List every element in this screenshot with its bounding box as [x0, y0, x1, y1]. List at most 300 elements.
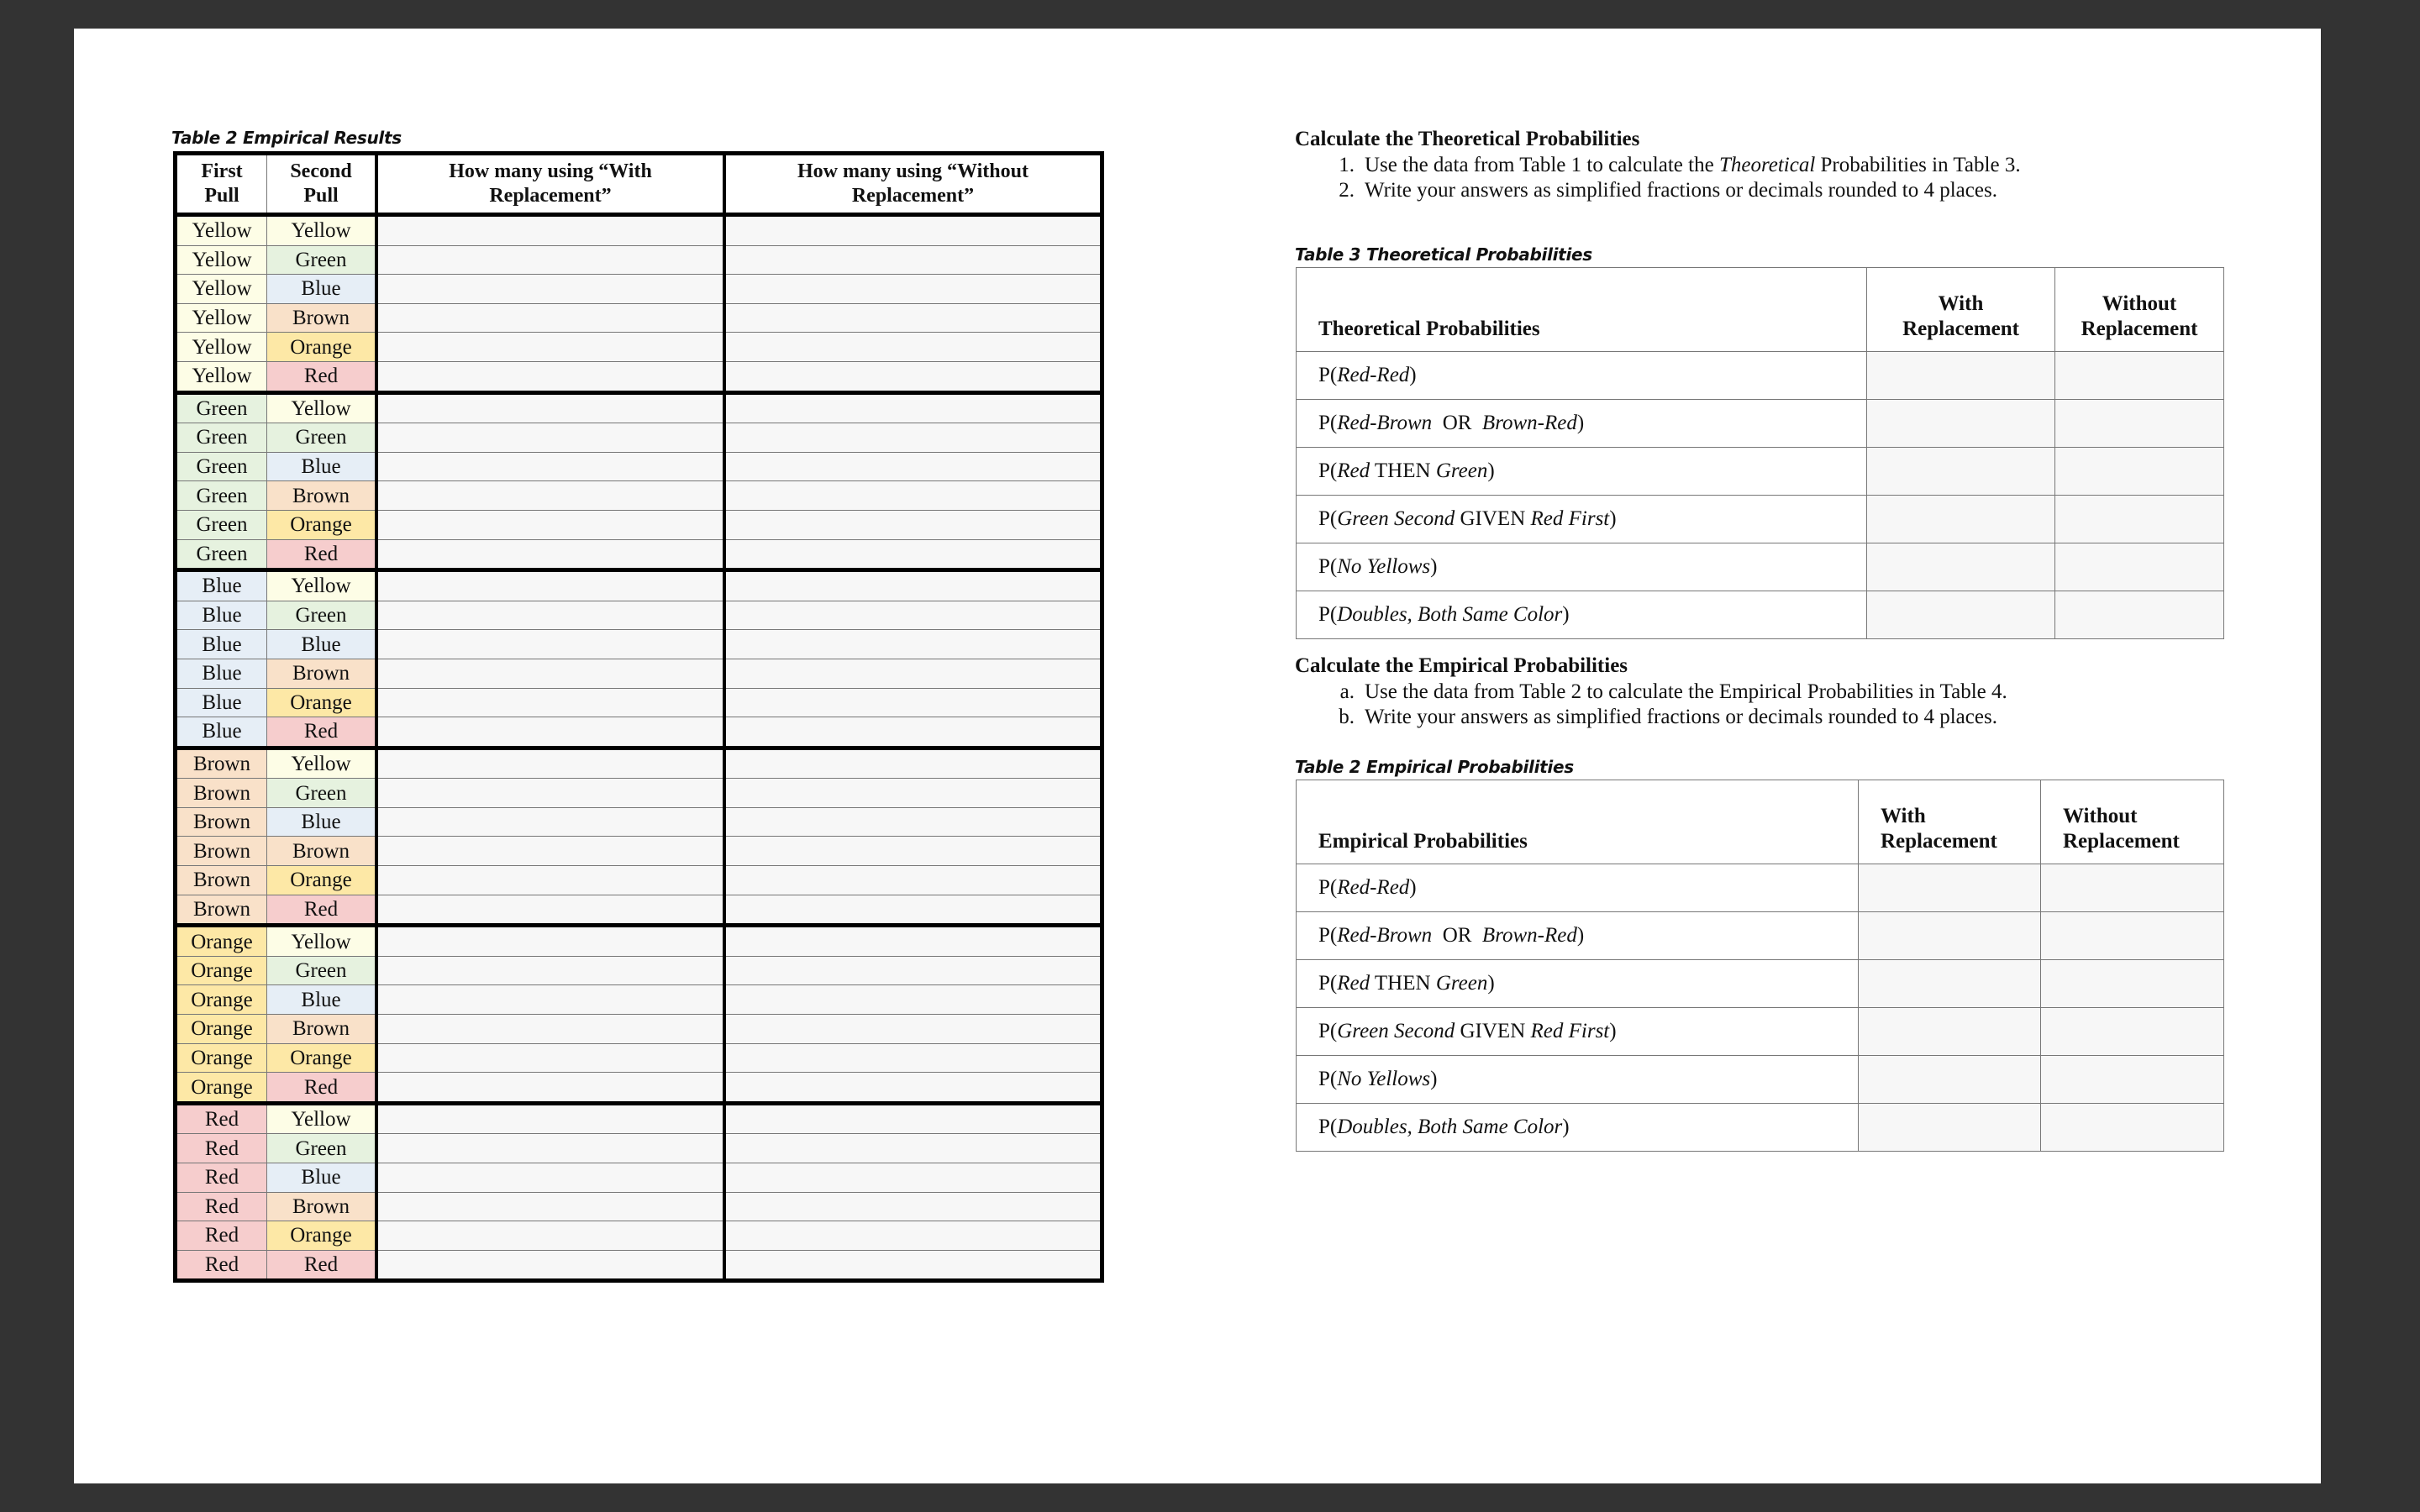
- without-replacement-answer-cell[interactable]: [724, 481, 1102, 511]
- table-row: [1297, 543, 2224, 591]
- without-replacement-answer-cell[interactable]: [2041, 960, 2224, 1008]
- probability-text: P(: [1318, 364, 1338, 386]
- second-pull-cell: Yellow: [267, 392, 377, 423]
- table-header-row: [1297, 780, 2224, 864]
- with-replacement-answer-cell[interactable]: [376, 659, 724, 688]
- probability-label: [1297, 864, 1859, 912]
- without-replacement-answer-cell[interactable]: [2055, 448, 2224, 496]
- theoretical-instructions: [1319, 153, 2021, 203]
- table-row: [1297, 352, 2224, 400]
- probability-text: P(: [1318, 555, 1338, 578]
- probability-text: ): [1609, 1020, 1617, 1042]
- with-replacement-answer-cell[interactable]: [1859, 1008, 2041, 1056]
- with-replacement-answer-cell[interactable]: [376, 570, 724, 601]
- with-replacement-answer-cell[interactable]: [1867, 591, 2055, 639]
- table-row: [176, 481, 1102, 511]
- table-row: [176, 926, 1102, 957]
- probability-text: ): [1576, 924, 1585, 947]
- empirical-probabilities-table: [1296, 780, 2224, 1152]
- probability-label: [1297, 352, 1867, 400]
- probability-label: [1297, 496, 1867, 543]
- probability-event: Green: [1435, 972, 1488, 995]
- without-replacement-answer-cell[interactable]: [2041, 1056, 2224, 1104]
- table-row: [176, 1221, 1102, 1251]
- probability-event: Red-Brown: [1337, 924, 1433, 947]
- table-row: [176, 452, 1102, 481]
- without-replacement-answer-cell[interactable]: [724, 926, 1102, 957]
- with-replacement-answer-cell[interactable]: [376, 361, 724, 392]
- empirical-without-header: Without Replacement: [2041, 780, 2224, 864]
- table-row: [176, 895, 1102, 926]
- table-row: [1297, 496, 2224, 543]
- with-replacement-answer-cell[interactable]: [376, 333, 724, 362]
- without-replacement-answer-cell[interactable]: [724, 866, 1102, 895]
- without-replacement-answer-cell[interactable]: [724, 245, 1102, 275]
- first-pull-cell: Blue: [176, 688, 267, 717]
- probability-event: Red: [1337, 972, 1370, 995]
- theoretical-with-header: With Replacement: [1867, 268, 2055, 352]
- first-pull-cell: Blue: [176, 570, 267, 601]
- probability-text: GIVEN: [1455, 1020, 1531, 1042]
- table4-caption: Table 2 Empirical Probabilities: [1295, 757, 1574, 777]
- first-pull-cell: Yellow: [176, 245, 267, 275]
- with-replacement-answer-cell[interactable]: [376, 956, 724, 985]
- instruction-item: [1319, 680, 2007, 705]
- without-replacement-answer-cell[interactable]: [2055, 543, 2224, 591]
- table-row: [176, 1073, 1102, 1104]
- instruction-text: Use the data from Table 1 to calculate the: [1365, 154, 1719, 176]
- table-row: [176, 985, 1102, 1015]
- without-replacement-answer-cell[interactable]: [2055, 400, 2224, 448]
- probability-text: ): [1487, 459, 1495, 482]
- without-replacement-answer-cell[interactable]: [2055, 352, 2224, 400]
- probability-text: P(: [1318, 876, 1338, 899]
- first-pull-cell: Orange: [176, 1015, 267, 1044]
- without-replacement-answer-cell[interactable]: [724, 510, 1102, 539]
- probability-event: Red First: [1530, 507, 1610, 530]
- with-replacement-answer-cell[interactable]: [376, 926, 724, 957]
- first-pull-cell: Orange: [176, 985, 267, 1015]
- empirical-with-header: With Replacement: [1859, 780, 2041, 864]
- table-row: [176, 837, 1102, 866]
- second-pull-cell: Brown: [267, 659, 377, 688]
- with-replacement-answer-cell[interactable]: [376, 688, 724, 717]
- probability-text: GIVEN: [1455, 507, 1531, 530]
- without-replacement-answer-cell[interactable]: [724, 659, 1102, 688]
- first-pull-cell: Red: [176, 1103, 267, 1134]
- with-replacement-answer-cell[interactable]: [376, 1134, 724, 1163]
- table-row: [176, 717, 1102, 748]
- with-replacement-answer-cell[interactable]: [1867, 400, 2055, 448]
- table-row: [1297, 912, 2224, 960]
- with-replacement-answer-cell[interactable]: [376, 717, 724, 748]
- first-pull-cell: Red: [176, 1192, 267, 1221]
- table-row: [176, 570, 1102, 601]
- table-row: [1297, 960, 2224, 1008]
- without-replacement-answer-cell[interactable]: [724, 215, 1102, 246]
- with-replacement-answer-cell[interactable]: [376, 779, 724, 808]
- second-pull-cell: Blue: [267, 985, 377, 1015]
- second-pull-cell: Blue: [267, 452, 377, 481]
- table-row: [176, 1043, 1102, 1073]
- with-replacement-answer-cell[interactable]: [376, 866, 724, 895]
- table-row: [176, 510, 1102, 539]
- probability-text: ): [1409, 364, 1417, 386]
- table-row: [176, 748, 1102, 779]
- second-pull-cell: Orange: [267, 1043, 377, 1073]
- without-replacement-answer-cell[interactable]: [724, 1134, 1102, 1163]
- without-replacement-answer-cell[interactable]: [724, 837, 1102, 866]
- probability-event: Red-Red: [1337, 876, 1410, 899]
- probability-event: Green: [1435, 459, 1488, 482]
- theoretical-probabilities-table: [1296, 267, 2224, 639]
- second-pull-cell: Yellow: [267, 748, 377, 779]
- probability-text: THEN: [1370, 459, 1436, 482]
- probability-text: P(: [1318, 1116, 1338, 1138]
- table-row: [1297, 448, 2224, 496]
- instruction-item: [1319, 153, 2021, 178]
- with-replacement-answer-cell[interactable]: [376, 275, 724, 304]
- with-replacement-answer-cell[interactable]: [376, 630, 724, 659]
- probability-event: No Yellows: [1337, 1068, 1431, 1090]
- table-row: [176, 630, 1102, 659]
- instruction-text: Write your answers as simplified fractions or decimals rounded to 4 places.: [1365, 179, 1997, 202]
- without-replacement-answer-cell[interactable]: [724, 423, 1102, 453]
- second-pull-cell: Orange: [267, 333, 377, 362]
- without-replacement-answer-cell[interactable]: [724, 1073, 1102, 1104]
- second-pull-cell: Red: [267, 1250, 377, 1281]
- table-row: [176, 392, 1102, 423]
- probability-text: THEN: [1370, 972, 1436, 995]
- with-replacement-answer-cell[interactable]: [1867, 496, 2055, 543]
- empirical-instructions: [1319, 680, 2007, 730]
- table-row: [176, 1103, 1102, 1134]
- second-pull-cell: Green: [267, 601, 377, 630]
- first-pull-cell: Brown: [176, 866, 267, 895]
- probability-text: P(: [1318, 507, 1338, 530]
- probability-event: Brown-Red: [1481, 412, 1577, 434]
- with-replacement-answer-cell[interactable]: [376, 837, 724, 866]
- second-pull-cell: Orange: [267, 866, 377, 895]
- probability-text: ): [1576, 412, 1585, 434]
- instruction-item: [1319, 178, 2021, 203]
- first-pull-cell: Yellow: [176, 361, 267, 392]
- theoretical-heading: Calculate the Theoretical Probabilities: [1295, 128, 1640, 150]
- without-replacement-answer-cell[interactable]: [2041, 1104, 2224, 1152]
- second-pull-cell: Green: [267, 956, 377, 985]
- with-replacement-answer-cell[interactable]: [376, 452, 724, 481]
- with-replacement-answer-cell[interactable]: [1867, 352, 2055, 400]
- table-row: [176, 245, 1102, 275]
- second-pull-cell: Red: [267, 539, 377, 570]
- table-row: [1297, 1104, 2224, 1152]
- with-replacement-answer-cell[interactable]: [376, 985, 724, 1015]
- first-pull-cell: Blue: [176, 717, 267, 748]
- probability-text: P(: [1318, 972, 1338, 995]
- first-pull-cell: Brown: [176, 748, 267, 779]
- first-pull-cell: Green: [176, 510, 267, 539]
- with-replacement-answer-cell[interactable]: [376, 392, 724, 423]
- without-replacement-answer-cell[interactable]: [2041, 864, 2224, 912]
- probability-text: P(: [1318, 412, 1338, 434]
- first-pull-cell: Blue: [176, 659, 267, 688]
- table-row: [176, 807, 1102, 837]
- second-pull-cell: Orange: [267, 688, 377, 717]
- second-pull-cell: Blue: [267, 630, 377, 659]
- table-row: [1297, 1056, 2224, 1104]
- first-pull-cell: Brown: [176, 895, 267, 926]
- without-replacement-answer-cell[interactable]: [724, 1103, 1102, 1134]
- without-replacement-answer-cell[interactable]: [724, 1250, 1102, 1281]
- probability-event: Red-Red: [1337, 364, 1410, 386]
- without-replacement-answer-cell[interactable]: [724, 1192, 1102, 1221]
- theoretical-label-header: Theoretical Probabilities: [1297, 268, 1867, 352]
- without-replacement-answer-cell[interactable]: [724, 779, 1102, 808]
- probability-text: ): [1609, 507, 1617, 530]
- with-replacement-answer-cell[interactable]: [376, 245, 724, 275]
- instruction-text: Write your answers as simplified fractions or decimals rounded to 4 places.: [1365, 706, 1997, 728]
- with-replacement-answer-cell[interactable]: [376, 1250, 724, 1281]
- with-replacement-answer-cell[interactable]: [1859, 960, 2041, 1008]
- second-pull-cell: Green: [267, 423, 377, 453]
- probability-event: Red-Brown: [1337, 412, 1433, 434]
- probability-event: Doubles, Both Same Color: [1337, 603, 1563, 626]
- probability-event: Green Second: [1337, 507, 1455, 530]
- without-replacement-answer-cell[interactable]: [724, 1043, 1102, 1073]
- first-pull-cell: Yellow: [176, 275, 267, 304]
- without-replacement-answer-cell[interactable]: [724, 1163, 1102, 1193]
- second-pull-header: Second Pull: [267, 154, 377, 215]
- with-replacement-answer-cell[interactable]: [1859, 1104, 2041, 1152]
- probability-label: [1297, 960, 1859, 1008]
- second-pull-cell: Green: [267, 1134, 377, 1163]
- with-replacement-answer-cell[interactable]: [1859, 1056, 2041, 1104]
- without-replacement-answer-cell[interactable]: [2041, 912, 2224, 960]
- second-pull-cell: Yellow: [267, 570, 377, 601]
- table-row: [176, 215, 1102, 246]
- table-row: [1297, 1008, 2224, 1056]
- second-pull-cell: Brown: [267, 1192, 377, 1221]
- probability-label: [1297, 1104, 1859, 1152]
- with-replacement-answer-cell[interactable]: [376, 1073, 724, 1104]
- with-replacement-header: How many using “With Replacement”: [376, 154, 724, 215]
- without-replacement-answer-cell[interactable]: [724, 275, 1102, 304]
- without-replacement-answer-cell[interactable]: [724, 1221, 1102, 1251]
- without-replacement-answer-cell[interactable]: [724, 748, 1102, 779]
- second-pull-cell: Blue: [267, 807, 377, 837]
- table-row: [176, 779, 1102, 808]
- first-pull-cell: Green: [176, 539, 267, 570]
- table-row: [1297, 864, 2224, 912]
- table-row: [176, 333, 1102, 362]
- probability-label: [1297, 912, 1859, 960]
- without-replacement-answer-cell[interactable]: [724, 688, 1102, 717]
- first-pull-cell: Red: [176, 1221, 267, 1251]
- table-row: [176, 1163, 1102, 1193]
- document-page: [74, 29, 2321, 1483]
- with-replacement-answer-cell[interactable]: [376, 539, 724, 570]
- without-replacement-answer-cell[interactable]: [2055, 496, 2224, 543]
- instruction-text: Probabilities in Table 3.: [1815, 154, 2021, 176]
- probability-label: [1297, 543, 1867, 591]
- table-row: [176, 1015, 1102, 1044]
- probability-text: ): [1562, 1116, 1570, 1138]
- list-marker: a.: [1339, 680, 1355, 703]
- with-replacement-answer-cell[interactable]: [376, 481, 724, 511]
- first-pull-cell: Red: [176, 1134, 267, 1163]
- probability-label: [1297, 448, 1867, 496]
- table-row: [176, 1192, 1102, 1221]
- with-replacement-answer-cell[interactable]: [376, 601, 724, 630]
- without-replacement-answer-cell[interactable]: [724, 333, 1102, 362]
- table-row: [176, 1250, 1102, 1281]
- with-replacement-answer-cell[interactable]: [376, 423, 724, 453]
- instruction-item: [1319, 705, 2007, 730]
- table3-caption: Table 3 Theoretical Probabilities: [1295, 244, 1592, 265]
- without-replacement-answer-cell[interactable]: [724, 985, 1102, 1015]
- probability-label: [1297, 591, 1867, 639]
- with-replacement-answer-cell[interactable]: [1867, 448, 2055, 496]
- second-pull-cell: Yellow: [267, 926, 377, 957]
- probability-text: P(: [1318, 1020, 1338, 1042]
- with-replacement-answer-cell[interactable]: [376, 1103, 724, 1134]
- first-pull-cell: Green: [176, 452, 267, 481]
- probability-text: OR: [1432, 412, 1482, 434]
- first-pull-cell: Red: [176, 1250, 267, 1281]
- second-pull-cell: Yellow: [267, 215, 377, 246]
- without-replacement-answer-cell[interactable]: [724, 1015, 1102, 1044]
- with-replacement-answer-cell[interactable]: [376, 748, 724, 779]
- with-replacement-answer-cell[interactable]: [376, 1221, 724, 1251]
- first-pull-cell: Blue: [176, 630, 267, 659]
- with-replacement-answer-cell[interactable]: [376, 1192, 724, 1221]
- with-replacement-answer-cell[interactable]: [376, 895, 724, 926]
- table-row: [176, 423, 1102, 453]
- without-replacement-answer-cell[interactable]: [724, 452, 1102, 481]
- first-pull-cell: Brown: [176, 837, 267, 866]
- probability-text: P(: [1318, 1068, 1338, 1090]
- probability-text: OR: [1432, 924, 1482, 947]
- second-pull-cell: Red: [267, 717, 377, 748]
- with-replacement-answer-cell[interactable]: [1859, 864, 2041, 912]
- empirical-results-table: [173, 151, 1104, 1283]
- table-row: [176, 361, 1102, 392]
- first-pull-cell: Green: [176, 392, 267, 423]
- without-replacement-answer-cell[interactable]: [2041, 1008, 2224, 1056]
- with-replacement-answer-cell[interactable]: [376, 807, 724, 837]
- first-pull-cell: Orange: [176, 1043, 267, 1073]
- second-pull-cell: Blue: [267, 275, 377, 304]
- table-row: [176, 539, 1102, 570]
- without-replacement-answer-cell[interactable]: [724, 630, 1102, 659]
- table-row: [1297, 400, 2224, 448]
- table-header-row: [1297, 268, 2224, 352]
- instruction-emphasis: Theoretical: [1718, 154, 1816, 176]
- without-replacement-answer-cell[interactable]: [724, 956, 1102, 985]
- probability-event: No Yellows: [1337, 555, 1431, 578]
- probability-label: [1297, 1008, 1859, 1056]
- second-pull-cell: Brown: [267, 481, 377, 511]
- with-replacement-answer-cell[interactable]: [376, 510, 724, 539]
- second-pull-cell: Red: [267, 361, 377, 392]
- first-pull-header: First Pull: [176, 154, 267, 215]
- with-replacement-answer-cell[interactable]: [376, 1043, 724, 1073]
- table-row: [176, 275, 1102, 304]
- probability-text: ): [1562, 603, 1570, 626]
- without-replacement-header: How many using “Without Replacement”: [724, 154, 1102, 215]
- empirical-probabilities-body: [1297, 864, 2224, 1152]
- without-replacement-answer-cell[interactable]: [724, 361, 1102, 392]
- without-replacement-answer-cell[interactable]: [2055, 591, 2224, 639]
- list-marker: 2.: [1339, 179, 1355, 202]
- theoretical-probabilities-body: [1297, 352, 2224, 639]
- with-replacement-answer-cell[interactable]: [376, 215, 724, 246]
- list-marker: b.: [1339, 706, 1355, 728]
- with-replacement-answer-cell[interactable]: [376, 1015, 724, 1044]
- without-replacement-answer-cell[interactable]: [724, 895, 1102, 926]
- second-pull-cell: Blue: [267, 1163, 377, 1193]
- with-replacement-answer-cell[interactable]: [1859, 912, 2041, 960]
- without-replacement-answer-cell[interactable]: [724, 601, 1102, 630]
- table-row: [176, 601, 1102, 630]
- probability-event: Green Second: [1337, 1020, 1455, 1042]
- table-row: [176, 866, 1102, 895]
- probability-text: P(: [1318, 603, 1338, 626]
- second-pull-cell: Brown: [267, 303, 377, 333]
- probability-text: P(: [1318, 459, 1338, 482]
- second-pull-cell: Green: [267, 245, 377, 275]
- table-row: [176, 956, 1102, 985]
- table-row: [176, 659, 1102, 688]
- without-replacement-answer-cell[interactable]: [724, 570, 1102, 601]
- first-pull-cell: Yellow: [176, 333, 267, 362]
- without-replacement-answer-cell[interactable]: [724, 807, 1102, 837]
- table2-caption: Table 2 Empirical Results: [171, 128, 402, 148]
- probability-event: Red: [1337, 459, 1370, 482]
- second-pull-cell: Brown: [267, 1015, 377, 1044]
- first-pull-cell: Brown: [176, 779, 267, 808]
- table-row: [1297, 591, 2224, 639]
- probability-text: ): [1430, 555, 1438, 578]
- probability-text: ): [1430, 1068, 1438, 1090]
- probability-event: Brown-Red: [1481, 924, 1577, 947]
- with-replacement-answer-cell[interactable]: [1867, 543, 2055, 591]
- second-pull-cell: Brown: [267, 837, 377, 866]
- without-replacement-answer-cell[interactable]: [724, 392, 1102, 423]
- first-pull-cell: Yellow: [176, 303, 267, 333]
- without-replacement-answer-cell[interactable]: [724, 303, 1102, 333]
- theoretical-without-header: Without Replacement: [2055, 268, 2224, 352]
- list-marker: 1.: [1339, 154, 1355, 176]
- second-pull-cell: Orange: [267, 1221, 377, 1251]
- second-pull-cell: Yellow: [267, 1103, 377, 1134]
- probability-label: [1297, 400, 1867, 448]
- table-row: [176, 303, 1102, 333]
- probability-label: [1297, 1056, 1859, 1104]
- with-replacement-answer-cell[interactable]: [376, 303, 724, 333]
- without-replacement-answer-cell[interactable]: [724, 717, 1102, 748]
- second-pull-cell: Orange: [267, 510, 377, 539]
- instruction-text: Use the data from Table 2 to calculate the Empirical Probabilities in Table 4.: [1365, 680, 2007, 703]
- without-replacement-answer-cell[interactable]: [724, 539, 1102, 570]
- first-pull-cell: Orange: [176, 926, 267, 957]
- first-pull-cell: Green: [176, 423, 267, 453]
- first-pull-cell: Green: [176, 481, 267, 511]
- table-row: [176, 1134, 1102, 1163]
- first-pull-cell: Orange: [176, 956, 267, 985]
- with-replacement-answer-cell[interactable]: [376, 1163, 724, 1193]
- probability-text: ): [1409, 876, 1417, 899]
